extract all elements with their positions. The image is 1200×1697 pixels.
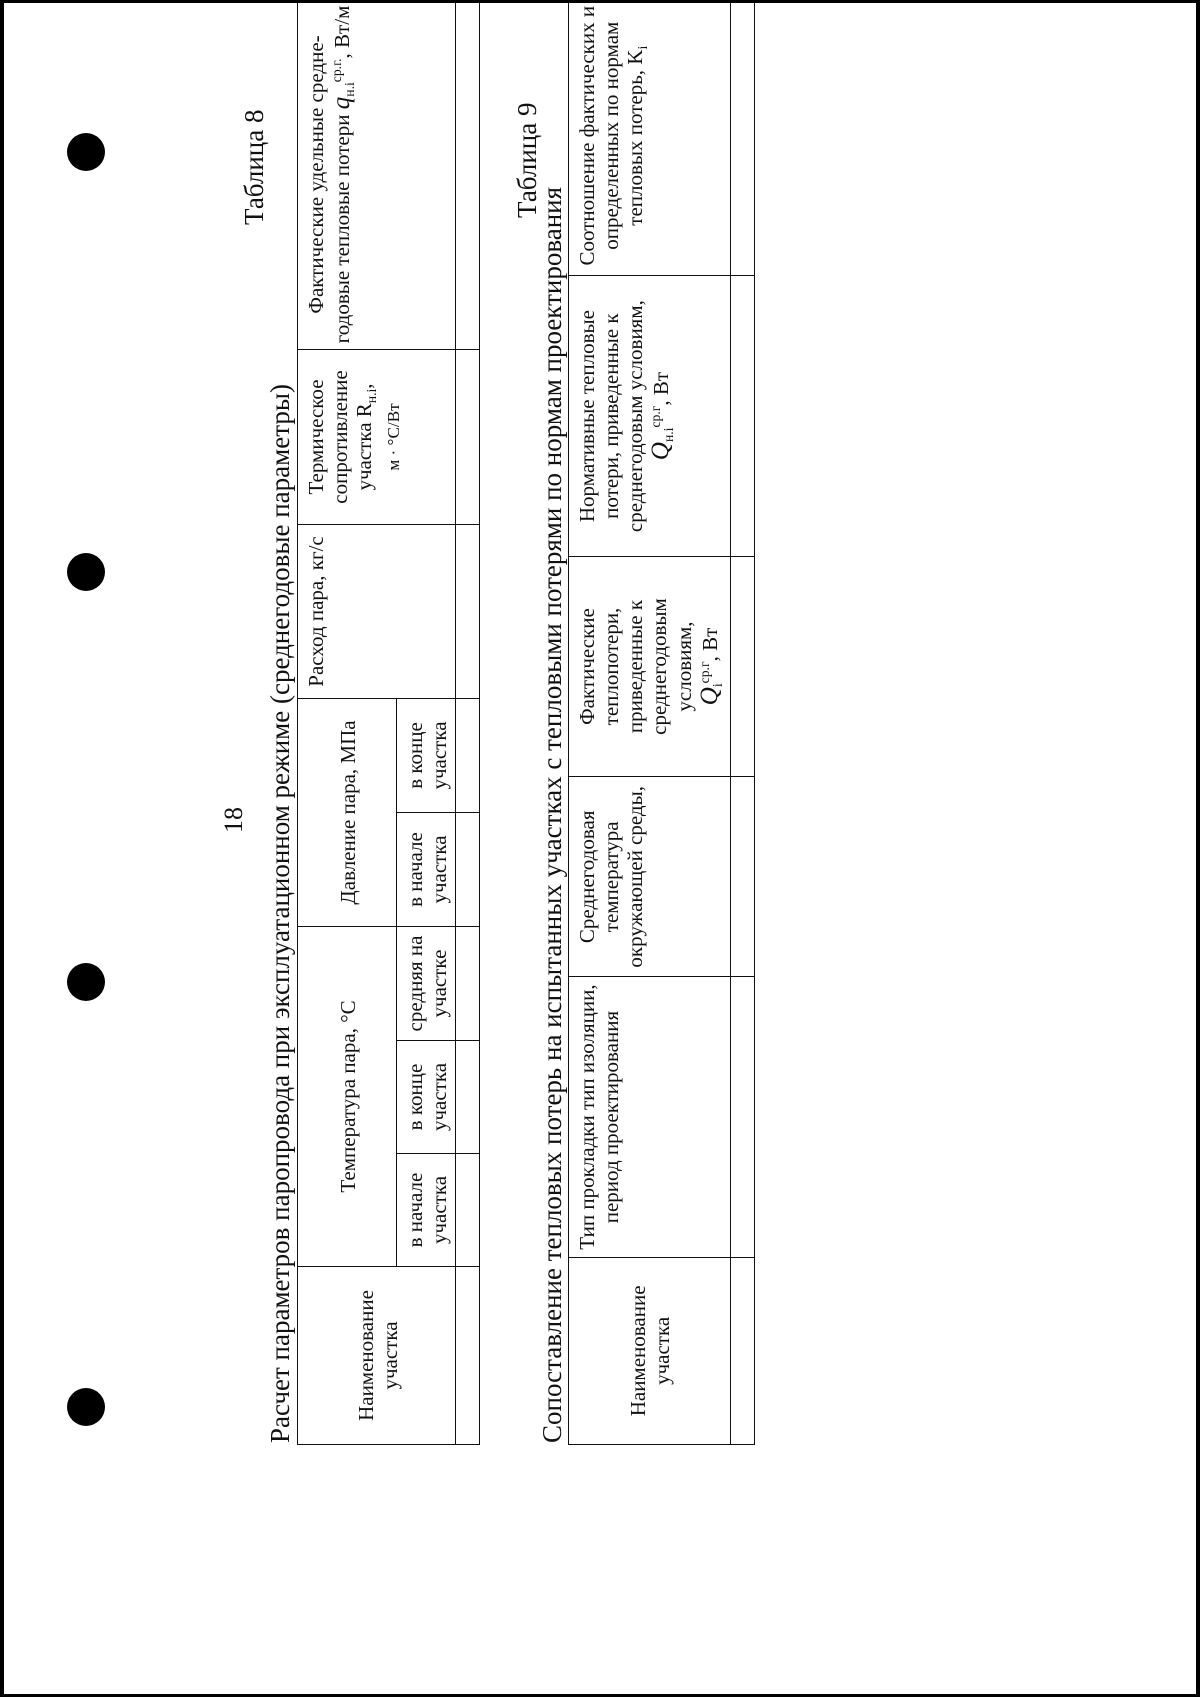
table8-label: Таблица 8: [239, 109, 269, 225]
table9: [568, 3, 755, 1445]
punch-hole: [67, 553, 105, 591]
table9-label: Таблица 9: [512, 102, 542, 218]
punch-hole: [67, 1388, 105, 1426]
punch-hole: [67, 133, 105, 171]
table-row: [730, 3, 754, 1445]
table8-title: Расчет параметров паропровода при эксплуатационном режиме (среднегодовые параметры): [265, 384, 295, 1443]
header-flow: Расход пара, кг/с: [298, 524, 456, 698]
header-ratio: Соотношение фактических и определенных по нормам тепловых потерь, $K_i$: [569, 3, 731, 276]
header-name: Наименование участка: [298, 1267, 456, 1445]
punch-hole: [67, 963, 105, 1001]
header-name: Наименование участка: [569, 1257, 731, 1444]
page-number: 18: [219, 807, 248, 833]
subheader-press-start: в начале участка: [397, 813, 456, 927]
table-row: [456, 3, 480, 1445]
rotated-page-content: [119, 5, 1129, 1563]
scanned-page: [4, 3, 1196, 1694]
header-pressure: Давление пара, МПа: [298, 698, 397, 926]
table8: [297, 3, 480, 1445]
subheader-press-end: в конце участка: [397, 698, 456, 812]
header-losses: Фактические удельные средне-годовые тепловые потери $q_{н.i}^{ср.г.}$, Вт/м: [298, 3, 456, 349]
subheader-temp-start: в начале участка: [397, 1154, 456, 1267]
subheader-temp-avg: средняя на участке: [397, 927, 456, 1041]
subheader-temp-end: в конце участка: [397, 1041, 456, 1154]
header-actual: Фактические теплопотери, приведенные к среднегодовым условиям, $Q_i^{ср.г}$, Вт: [569, 556, 731, 776]
header-type: Тип прокладки тип изоляции, период проектирования: [569, 977, 731, 1257]
table9-title: Сопоставление тепловых потерь на испытанных участках с тепловыми потерями по нормам проектирования: [537, 186, 567, 1443]
header-ambient: Среднегодовая температура окружающей среды,: [569, 777, 731, 977]
header-temperature: Температура пара, °C: [298, 927, 397, 1267]
header-resistance: Термическое сопротивление участка $R_{н.i}$, м · °С/Вт: [298, 349, 456, 524]
header-normative: Нормативные тепловые потери, приведенные к среднегодовым условиям, $Q_{н.i}^{ср.г}$, Вт: [569, 276, 731, 556]
